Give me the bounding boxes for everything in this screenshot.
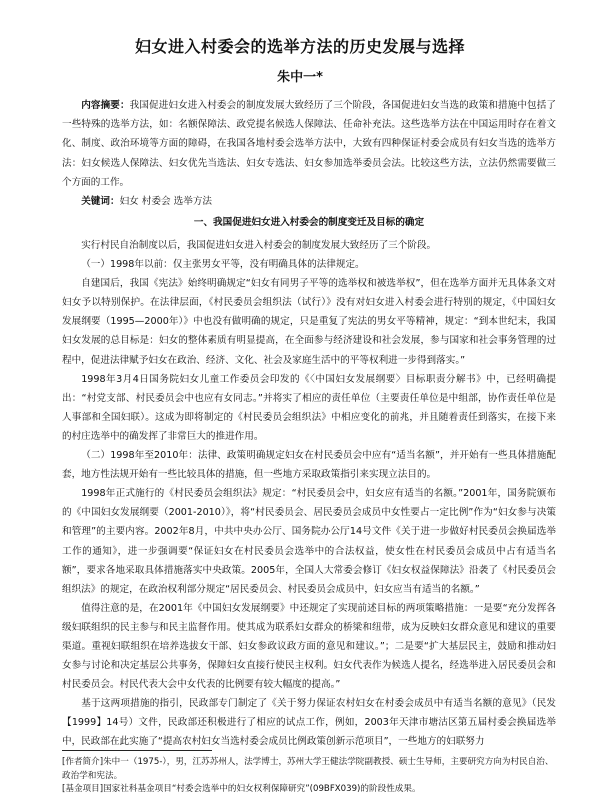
paragraph: 1998年正式施行的《村民委员会组织法》规定：“村民委员会中，妇女应有适当的名额。”2001年，国务院颁布的《中国妇女发展纲要（2001-2010）》，将“村民委员会、居民委员会成员中女性要占一定比例”作为“妇女参与决策和管理”的主要内容。2002年8月，中共中央办公厅、国务院办公厅14号文件《关于进一步做好村民委员会换届选举工作的通知》，进一步强调要“保证妇女在村民委员会选举中的合法权益，使女性在村民委员会成员中占有适当名额”，要求各地采取具体措施落实中央政策。2005年，全国人大常委会修订《妇女权益保障法》沿袭了《村民委员会组织法》的规定，在政治权利部分规定“居民委员会、村民委员会成员中，妇女应当有适当的名额。” xyxy=(62,488,556,595)
footnote-author: [作者简介]朱中一（1975-），男，江苏苏州人，法学博士，苏州大学王健法学院副教授、硕士生导师，主要研究方向为村民自治、政治学和宪法。 xyxy=(62,757,554,781)
footnote-divider xyxy=(62,750,212,751)
paragraph: 基于这两项措施的指引，民政部专门制定了《关于努力保证农村妇女在村委会成员中有适当名额的意见》（民发【1999】14号）文件，民政部还积极进行了相应的试点工作，例如，2003年天津市塘沽区第五届村委会换届选举中，民政部在此实施了“提高农村妇女当选村委会成员比例政策创新示范项目”，一些地方的妇联努力 xyxy=(62,698,556,748)
keywords-text: 妇女 村委会 选举方法 xyxy=(119,196,213,207)
abstract-text: 我国促进妇女进入村委会的制度发展大致经历了三个阶段，各国促进妇女当选的政策和措施中包括了一些特殊的选举方法，如：名额保障法、政党提名候选人保障法、任命补充法。这些选举方法在中国运用时存在着文化、制度、政治环境等方面的障碍，在我国各地村委会选举方法中，大致有四种保证村委会成员有妇女当选的选举方法：妇女候选人保障法、妇女优先当选法、妇女专选法、妇女参加选举委员会法。比较这些方法，立法仍然需要做三个方面的工作。 xyxy=(62,100,557,188)
paragraph: 1998年3月4日国务院妇女儿童工作委员会印发的《〈中国妇女发展纲要〉目标职责分解书》中，已经明确提出：“村党支部、村民委员会中也应有女同志。”并将实了相应的责任单位（主要责任单位是中组部，协作责任单位是人事部和全国妇联）。这成为即将制定的《村民委员会组织法》中相应变化的前兆，并且随着责任到落实，在接下来的村庄选举中的确发挥了非常巨大的推进作用。 xyxy=(62,373,556,442)
section-heading: 一、我国促进妇女进入村委会的制度变迁及目标的确定 xyxy=(193,217,425,228)
abstract-label: 内容摘要： xyxy=(81,100,130,111)
keywords-label: 关键词： xyxy=(81,196,120,207)
paragraph: 值得注意的是，在2001年《中国妇女发展纲要》中还规定了实现前述目标的两项策略措施：一是要“充分发挥各级妇联组织的民主参与和民主监督作用。使其成为联系妇女群众的桥梁和纽带，成为反映妇女群众意见和建议的重要渠道。重视妇联组织在培养选拔女干部、妇女参政议政方面的意见和建议。”；二是要“扩大基层民主，鼓励和推动妇女参与讨论和决定基层公共事务，保障妇女直接行使民主权利。妇女代表作为候选人提名，经选举进入居民委员会和村民委员会。村民代表大会中女代表的比例要有较大幅度的提高。” xyxy=(62,602,556,691)
footnotes xyxy=(62,756,556,795)
author-name: 朱中一* xyxy=(277,70,323,85)
paper-title: 妇女进入村委会的选举方法的历史发展与选择 xyxy=(134,37,465,56)
footnote-funding: [基金项目]国家社科基金项目“村委会选举中的妇女权利保障研究”(09BFX039)的阶段性成果。 xyxy=(62,784,421,794)
body-text xyxy=(62,236,556,752)
paragraph: 实行村民自治制度以后，我国促进妇女进入村委会的制度发展大致经历了三个阶段。 xyxy=(81,240,437,251)
keywords xyxy=(62,192,556,211)
paragraph: （二）1998年至2010年：法律、政策明确规定妇女在村民委员会中应有“适当名额”，并开始有一些具体措施配套，地方性法规开始有一些比较具体的措施，但一些地方采取政策指引来实现立法目的。 xyxy=(62,450,556,481)
paragraph: （一）1998年以前：仅主张男女平等，没有明确具体的法律规定。 xyxy=(81,259,365,271)
abstract xyxy=(62,96,556,192)
paragraph: 自建国后，我国《宪法》始终明确规定“妇女有同男子平等的选举权和被选举权”，但在选举方面并无具体条文对妇女予以特别保护。在法律层面，《村民委员会组织法（试行）》没有对妇女进入村委会进行特别的规定，《中国妇女发展纲要（1995—2000年）》中也没有做明确的规定，只是重复了宪法的男女平等精神，规定：“到本世纪末，我国妇女发展的总目标是：妇女的整体素质有明显提高，在全面参与经济建设和社会发展，参与国家和社会事务管理的过程中，促进法律赋予妇女在政治、经济、文化、社会及家庭生活中的平等权利进一步得到落实。” xyxy=(62,278,556,366)
